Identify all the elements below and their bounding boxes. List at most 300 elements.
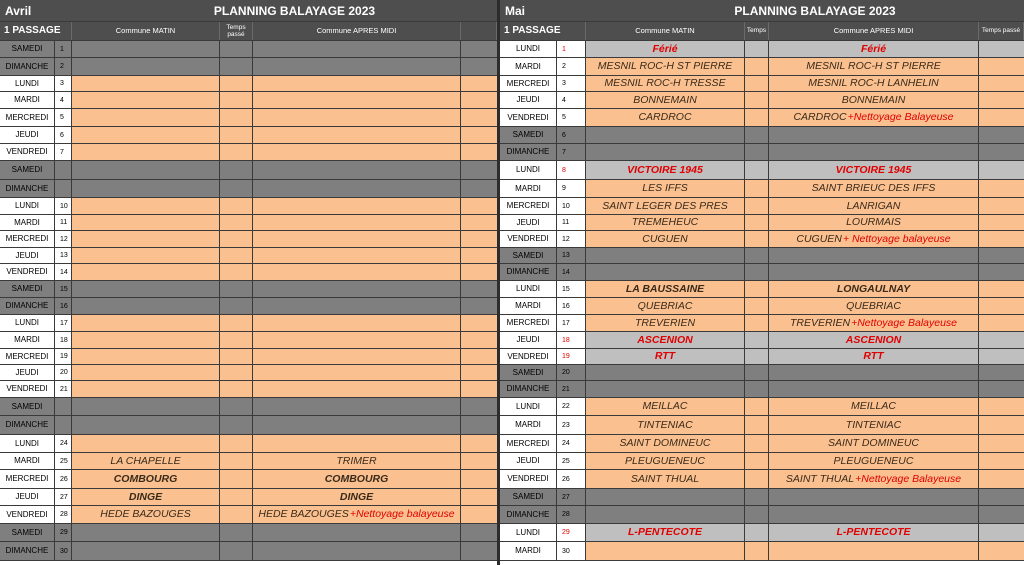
commune-matin-cell[interactable] [72, 349, 220, 364]
commune-matin-cell[interactable] [72, 109, 220, 126]
day-name-cell[interactable]: SAMEDI [500, 248, 557, 263]
temps-cell[interactable] [745, 365, 769, 380]
day-name-cell[interactable]: DIMANCHE [0, 416, 55, 434]
commune-apres-midi-cell[interactable] [769, 144, 979, 160]
day-name-cell[interactable]: MARDI [0, 215, 55, 230]
temps-cell-2[interactable] [461, 198, 497, 214]
temps-cell-2[interactable] [461, 180, 497, 197]
commune-apres-midi-cell[interactable] [253, 416, 461, 434]
commune-matin-cell[interactable] [72, 298, 220, 314]
temps-cell-2[interactable] [979, 398, 1024, 415]
commune-matin-cell[interactable] [586, 127, 745, 143]
temps-cell-2[interactable] [461, 416, 497, 434]
temps-cell[interactable] [220, 231, 253, 247]
temps-cell-2[interactable] [979, 381, 1024, 397]
day-name-cell[interactable]: JEUDI [0, 248, 55, 263]
temps-cell[interactable] [745, 332, 769, 348]
day-name-cell[interactable]: LUNDI [0, 76, 55, 91]
temps-cell-2[interactable] [461, 332, 497, 348]
commune-apres-midi-cell[interactable] [253, 180, 461, 197]
commune-matin-cell[interactable] [586, 248, 745, 263]
commune-apres-midi-cell[interactable] [769, 542, 979, 560]
day-number-cell[interactable]: 23 [557, 416, 586, 434]
day-name-cell[interactable]: LUNDI [500, 398, 557, 415]
day-number-cell[interactable]: 3 [557, 76, 586, 91]
temps-cell[interactable] [745, 127, 769, 143]
commune-matin-cell[interactable] [72, 281, 220, 297]
day-name-cell[interactable]: SAMEDI [500, 489, 557, 505]
commune-matin-cell[interactable] [586, 76, 745, 91]
day-name-cell[interactable]: JEUDI [500, 215, 557, 230]
temps-cell[interactable] [220, 248, 253, 263]
day-name-cell[interactable]: MARDI [0, 453, 55, 469]
commune-matin-cell[interactable] [586, 349, 745, 364]
commune-apres-midi-cell[interactable] [253, 127, 461, 143]
commune-matin-cell[interactable] [586, 215, 745, 230]
day-number-cell[interactable]: 20 [557, 365, 586, 380]
day-number-cell[interactable]: 12 [557, 231, 586, 247]
day-name-cell[interactable]: VENDREDI [0, 506, 55, 523]
commune-apres-midi-cell[interactable] [253, 332, 461, 348]
temps-cell-2[interactable] [461, 298, 497, 314]
commune-apres-midi-cell[interactable] [769, 349, 979, 364]
commune-apres-midi-cell[interactable] [769, 298, 979, 314]
temps-cell-2[interactable] [979, 489, 1024, 505]
commune-matin-cell[interactable] [586, 381, 745, 397]
temps-cell[interactable] [220, 349, 253, 364]
commune-matin-cell[interactable] [72, 248, 220, 263]
temps-cell-2[interactable] [461, 58, 497, 75]
temps-cell-2[interactable] [979, 198, 1024, 214]
day-name-cell[interactable]: DIMANCHE [0, 542, 55, 560]
day-number-cell[interactable]: 18 [557, 332, 586, 348]
temps-cell-2[interactable] [979, 506, 1024, 523]
temps-cell[interactable] [745, 161, 769, 179]
day-number-cell[interactable]: 4 [55, 92, 72, 108]
day-name-cell[interactable]: MARDI [0, 92, 55, 108]
day-number-cell[interactable]: 15 [557, 281, 586, 297]
temps-cell[interactable] [745, 435, 769, 452]
temps-cell[interactable] [220, 365, 253, 380]
temps-cell[interactable] [220, 381, 253, 397]
temps-cell-2[interactable] [461, 231, 497, 247]
day-number-cell[interactable]: 12 [55, 231, 72, 247]
temps-cell-2[interactable] [979, 76, 1024, 91]
commune-apres-midi-cell[interactable] [253, 470, 461, 488]
day-name-cell[interactable]: JEUDI [0, 489, 55, 505]
commune-matin-cell[interactable] [72, 332, 220, 348]
temps-cell-2[interactable] [461, 264, 497, 280]
temps-cell-2[interactable] [979, 542, 1024, 560]
commune-apres-midi-cell[interactable] [253, 109, 461, 126]
temps-cell-2[interactable] [461, 489, 497, 505]
commune-matin-cell[interactable] [72, 231, 220, 247]
temps-cell-2[interactable] [979, 332, 1024, 348]
temps-cell[interactable] [220, 416, 253, 434]
day-number-cell[interactable]: 4 [557, 92, 586, 108]
day-name-cell[interactable]: MARDI [500, 180, 557, 197]
temps-cell[interactable] [220, 161, 253, 179]
temps-cell-2[interactable] [461, 398, 497, 415]
commune-matin-cell[interactable] [72, 416, 220, 434]
day-name-cell[interactable]: SAMEDI [500, 365, 557, 380]
commune-matin-cell[interactable] [586, 161, 745, 179]
day-name-cell[interactable]: DIMANCHE [0, 180, 55, 197]
commune-matin-cell[interactable] [586, 435, 745, 452]
temps-cell[interactable] [220, 315, 253, 331]
day-name-cell[interactable]: VENDREDI [0, 381, 55, 397]
day-number-cell[interactable]: 25 [55, 453, 72, 469]
day-name-cell[interactable]: MERCREDI [0, 349, 55, 364]
commune-matin-cell[interactable] [586, 524, 745, 541]
day-name-cell[interactable]: VENDREDI [500, 231, 557, 247]
day-name-cell[interactable]: MERCREDI [500, 76, 557, 91]
commune-apres-midi-cell[interactable] [769, 470, 979, 488]
commune-apres-midi-cell[interactable] [769, 248, 979, 263]
commune-matin-cell[interactable] [72, 198, 220, 214]
commune-apres-midi-cell[interactable] [253, 41, 461, 57]
commune-matin-cell[interactable] [586, 92, 745, 108]
temps-cell-2[interactable] [461, 470, 497, 488]
temps-cell-2[interactable] [979, 127, 1024, 143]
day-number-cell[interactable]: 30 [557, 542, 586, 560]
day-name-cell[interactable]: MARDI [500, 58, 557, 75]
day-number-cell[interactable]: 25 [557, 453, 586, 469]
day-number-cell[interactable]: 24 [55, 435, 72, 452]
commune-matin-cell[interactable] [586, 506, 745, 523]
temps-cell-2[interactable] [461, 381, 497, 397]
commune-matin-cell[interactable] [586, 41, 745, 57]
commune-apres-midi-cell[interactable] [253, 215, 461, 230]
day-name-cell[interactable]: MARDI [500, 298, 557, 314]
commune-matin-cell[interactable] [72, 470, 220, 488]
temps-cell[interactable] [745, 470, 769, 488]
commune-apres-midi-cell[interactable] [253, 248, 461, 263]
day-number-cell[interactable]: 26 [557, 470, 586, 488]
day-number-cell[interactable]: 1 [55, 41, 72, 57]
temps-cell-2[interactable] [979, 58, 1024, 75]
day-number-cell[interactable]: 9 [557, 180, 586, 197]
commune-apres-midi-cell[interactable] [769, 506, 979, 523]
commune-matin-cell[interactable] [586, 416, 745, 434]
temps-cell[interactable] [745, 180, 769, 197]
day-number-cell[interactable]: 24 [557, 435, 586, 452]
temps-cell-2[interactable] [979, 298, 1024, 314]
day-number-cell[interactable]: 20 [55, 365, 72, 380]
day-name-cell[interactable]: SAMEDI [500, 127, 557, 143]
day-number-cell[interactable]: 29 [55, 524, 72, 541]
commune-apres-midi-cell[interactable] [769, 264, 979, 280]
day-name-cell[interactable]: VENDREDI [500, 470, 557, 488]
temps-cell[interactable] [745, 398, 769, 415]
commune-matin-cell[interactable] [72, 161, 220, 179]
temps-cell-2[interactable] [461, 435, 497, 452]
commune-matin-cell[interactable] [586, 453, 745, 469]
day-name-cell[interactable]: JEUDI [500, 453, 557, 469]
day-number-cell[interactable]: 17 [55, 315, 72, 331]
commune-apres-midi-cell[interactable] [769, 41, 979, 57]
day-number-cell[interactable]: 30 [55, 542, 72, 560]
temps-cell[interactable] [220, 92, 253, 108]
temps-cell-2[interactable] [979, 41, 1024, 57]
day-number-cell[interactable]: 1 [557, 41, 586, 57]
temps-cell-2[interactable] [461, 127, 497, 143]
temps-cell-2[interactable] [979, 264, 1024, 280]
temps-cell[interactable] [745, 248, 769, 263]
day-number-cell[interactable]: 14 [55, 264, 72, 280]
day-number-cell[interactable]: 2 [55, 58, 72, 75]
day-number-cell[interactable]: 27 [55, 489, 72, 505]
day-number-cell[interactable]: 27 [557, 489, 586, 505]
temps-cell-2[interactable] [979, 215, 1024, 230]
day-number-cell[interactable]: 28 [55, 506, 72, 523]
temps-cell[interactable] [220, 215, 253, 230]
commune-matin-cell[interactable] [586, 144, 745, 160]
temps-cell-2[interactable] [461, 161, 497, 179]
temps-cell[interactable] [745, 416, 769, 434]
commune-matin-cell[interactable] [72, 524, 220, 541]
temps-cell-2[interactable] [461, 215, 497, 230]
day-number-cell[interactable] [55, 416, 72, 434]
day-name-cell[interactable]: DIMANCHE [500, 264, 557, 280]
day-number-cell[interactable]: 11 [55, 215, 72, 230]
commune-apres-midi-cell[interactable] [253, 144, 461, 160]
temps-cell-2[interactable] [979, 470, 1024, 488]
day-name-cell[interactable]: JEUDI [500, 332, 557, 348]
day-name-cell[interactable]: VENDREDI [0, 144, 55, 160]
commune-apres-midi-cell[interactable] [769, 489, 979, 505]
temps-cell[interactable] [745, 144, 769, 160]
temps-cell-2[interactable] [461, 281, 497, 297]
temps-cell-2[interactable] [461, 248, 497, 263]
temps-cell-2[interactable] [979, 435, 1024, 452]
commune-apres-midi-cell[interactable] [769, 381, 979, 397]
commune-apres-midi-cell[interactable] [253, 231, 461, 247]
temps-cell[interactable] [220, 298, 253, 314]
temps-cell-2[interactable] [461, 41, 497, 57]
day-name-cell[interactable]: MARDI [500, 542, 557, 560]
temps-cell[interactable] [745, 215, 769, 230]
temps-cell[interactable] [745, 58, 769, 75]
commune-apres-midi-cell[interactable] [769, 416, 979, 434]
day-number-cell[interactable]: 14 [557, 264, 586, 280]
temps-cell[interactable] [220, 41, 253, 57]
day-number-cell[interactable]: 21 [557, 381, 586, 397]
temps-cell[interactable] [220, 264, 253, 280]
day-number-cell[interactable] [55, 180, 72, 197]
day-number-cell[interactable]: 29 [557, 524, 586, 541]
day-name-cell[interactable]: MARDI [500, 416, 557, 434]
day-name-cell[interactable]: LUNDI [0, 435, 55, 452]
commune-apres-midi-cell[interactable] [769, 435, 979, 452]
day-number-cell[interactable]: 8 [557, 161, 586, 179]
day-number-cell[interactable]: 13 [557, 248, 586, 263]
day-name-cell[interactable]: VENDREDI [0, 264, 55, 280]
day-number-cell[interactable]: 7 [55, 144, 72, 160]
day-number-cell[interactable]: 2 [557, 58, 586, 75]
commune-matin-cell[interactable] [586, 58, 745, 75]
temps-cell[interactable] [220, 76, 253, 91]
commune-apres-midi-cell[interactable] [769, 198, 979, 214]
commune-matin-cell[interactable] [586, 332, 745, 348]
temps-cell[interactable] [220, 127, 253, 143]
commune-apres-midi-cell[interactable] [253, 453, 461, 469]
temps-cell[interactable] [220, 180, 253, 197]
temps-cell-2[interactable] [461, 542, 497, 560]
temps-cell-2[interactable] [979, 248, 1024, 263]
commune-apres-midi-cell[interactable] [253, 264, 461, 280]
commune-matin-cell[interactable] [586, 281, 745, 297]
day-name-cell[interactable]: SAMEDI [0, 281, 55, 297]
temps-cell-2[interactable] [979, 281, 1024, 297]
commune-apres-midi-cell[interactable] [253, 524, 461, 541]
day-number-cell[interactable]: 17 [557, 315, 586, 331]
day-name-cell[interactable]: MERCREDI [500, 315, 557, 331]
temps-cell-2[interactable] [979, 180, 1024, 197]
day-number-cell[interactable]: 3 [55, 76, 72, 91]
temps-cell-2[interactable] [461, 453, 497, 469]
day-number-cell[interactable]: 10 [55, 198, 72, 214]
commune-apres-midi-cell[interactable] [253, 281, 461, 297]
day-number-cell[interactable]: 5 [557, 109, 586, 126]
commune-apres-midi-cell[interactable] [253, 198, 461, 214]
commune-matin-cell[interactable] [72, 398, 220, 415]
day-number-cell[interactable]: 19 [557, 349, 586, 364]
temps-cell-2[interactable] [979, 231, 1024, 247]
day-number-cell[interactable]: 10 [557, 198, 586, 214]
day-number-cell[interactable]: 26 [55, 470, 72, 488]
temps-cell[interactable] [745, 453, 769, 469]
commune-matin-cell[interactable] [72, 453, 220, 469]
day-name-cell[interactable]: MERCREDI [0, 231, 55, 247]
temps-cell[interactable] [220, 506, 253, 523]
temps-cell-2[interactable] [979, 524, 1024, 541]
day-number-cell[interactable]: 5 [55, 109, 72, 126]
commune-apres-midi-cell[interactable] [253, 506, 461, 523]
temps-cell-2[interactable] [979, 453, 1024, 469]
commune-apres-midi-cell[interactable] [253, 349, 461, 364]
day-name-cell[interactable]: DIMANCHE [500, 144, 557, 160]
day-name-cell[interactable]: DIMANCHE [0, 58, 55, 75]
temps-cell-2[interactable] [979, 161, 1024, 179]
commune-apres-midi-cell[interactable] [769, 398, 979, 415]
commune-matin-cell[interactable] [586, 470, 745, 488]
day-number-cell[interactable]: 6 [557, 127, 586, 143]
temps-cell-2[interactable] [979, 315, 1024, 331]
temps-cell[interactable] [745, 349, 769, 364]
day-name-cell[interactable]: SAMEDI [0, 398, 55, 415]
temps-cell[interactable] [220, 281, 253, 297]
commune-apres-midi-cell[interactable] [769, 315, 979, 331]
commune-apres-midi-cell[interactable] [769, 161, 979, 179]
commune-apres-midi-cell[interactable] [769, 281, 979, 297]
day-number-cell[interactable]: 16 [55, 298, 72, 314]
day-number-cell[interactable]: 11 [557, 215, 586, 230]
temps-cell[interactable] [220, 524, 253, 541]
commune-apres-midi-cell[interactable] [769, 76, 979, 91]
day-name-cell[interactable]: MARDI [0, 332, 55, 348]
commune-matin-cell[interactable] [72, 435, 220, 452]
commune-matin-cell[interactable] [586, 315, 745, 331]
temps-cell-2[interactable] [979, 365, 1024, 380]
temps-cell[interactable] [745, 506, 769, 523]
temps-cell[interactable] [745, 231, 769, 247]
day-number-cell[interactable]: 13 [55, 248, 72, 263]
day-name-cell[interactable]: JEUDI [500, 92, 557, 108]
temps-cell-2[interactable] [979, 92, 1024, 108]
commune-apres-midi-cell[interactable] [253, 398, 461, 415]
day-number-cell[interactable]: 22 [557, 398, 586, 415]
day-name-cell[interactable]: SAMEDI [0, 161, 55, 179]
commune-apres-midi-cell[interactable] [769, 332, 979, 348]
commune-apres-midi-cell[interactable] [253, 58, 461, 75]
day-number-cell[interactable] [55, 398, 72, 415]
temps-cell[interactable] [745, 76, 769, 91]
temps-cell[interactable] [220, 198, 253, 214]
temps-cell[interactable] [745, 524, 769, 541]
day-name-cell[interactable]: LUNDI [500, 281, 557, 297]
commune-apres-midi-cell[interactable] [769, 92, 979, 108]
commune-matin-cell[interactable] [72, 92, 220, 108]
commune-matin-cell[interactable] [72, 489, 220, 505]
commune-apres-midi-cell[interactable] [253, 315, 461, 331]
commune-matin-cell[interactable] [72, 144, 220, 160]
temps-cell-2[interactable] [461, 92, 497, 108]
commune-apres-midi-cell[interactable] [769, 365, 979, 380]
commune-apres-midi-cell[interactable] [769, 180, 979, 197]
commune-apres-midi-cell[interactable] [769, 215, 979, 230]
commune-matin-cell[interactable] [586, 398, 745, 415]
temps-cell[interactable] [745, 381, 769, 397]
day-number-cell[interactable]: 28 [557, 506, 586, 523]
day-number-cell[interactable]: 6 [55, 127, 72, 143]
commune-matin-cell[interactable] [586, 365, 745, 380]
temps-cell[interactable] [220, 398, 253, 415]
temps-cell[interactable] [745, 92, 769, 108]
temps-cell-2[interactable] [461, 144, 497, 160]
commune-matin-cell[interactable] [586, 180, 745, 197]
temps-cell-2[interactable] [979, 349, 1024, 364]
day-name-cell[interactable]: LUNDI [0, 315, 55, 331]
temps-cell[interactable] [220, 58, 253, 75]
temps-cell[interactable] [745, 198, 769, 214]
commune-apres-midi-cell[interactable] [769, 231, 979, 247]
commune-matin-cell[interactable] [72, 264, 220, 280]
day-number-cell[interactable] [55, 161, 72, 179]
commune-matin-cell[interactable] [72, 365, 220, 380]
temps-cell[interactable] [745, 542, 769, 560]
day-name-cell[interactable]: MERCREDI [500, 435, 557, 452]
temps-cell[interactable] [220, 489, 253, 505]
commune-apres-midi-cell[interactable] [253, 161, 461, 179]
day-name-cell[interactable]: VENDREDI [500, 109, 557, 126]
commune-matin-cell[interactable] [72, 381, 220, 397]
temps-cell[interactable] [220, 435, 253, 452]
day-name-cell[interactable]: LUNDI [500, 161, 557, 179]
temps-cell[interactable] [745, 109, 769, 126]
temps-cell[interactable] [220, 144, 253, 160]
commune-apres-midi-cell[interactable] [769, 453, 979, 469]
day-name-cell[interactable]: LUNDI [500, 41, 557, 57]
commune-apres-midi-cell[interactable] [253, 92, 461, 108]
day-name-cell[interactable]: SAMEDI [0, 41, 55, 57]
temps-cell[interactable] [745, 41, 769, 57]
commune-matin-cell[interactable] [586, 542, 745, 560]
temps-cell[interactable] [745, 298, 769, 314]
temps-cell-2[interactable] [461, 109, 497, 126]
day-number-cell[interactable]: 21 [55, 381, 72, 397]
commune-apres-midi-cell[interactable] [769, 109, 979, 126]
